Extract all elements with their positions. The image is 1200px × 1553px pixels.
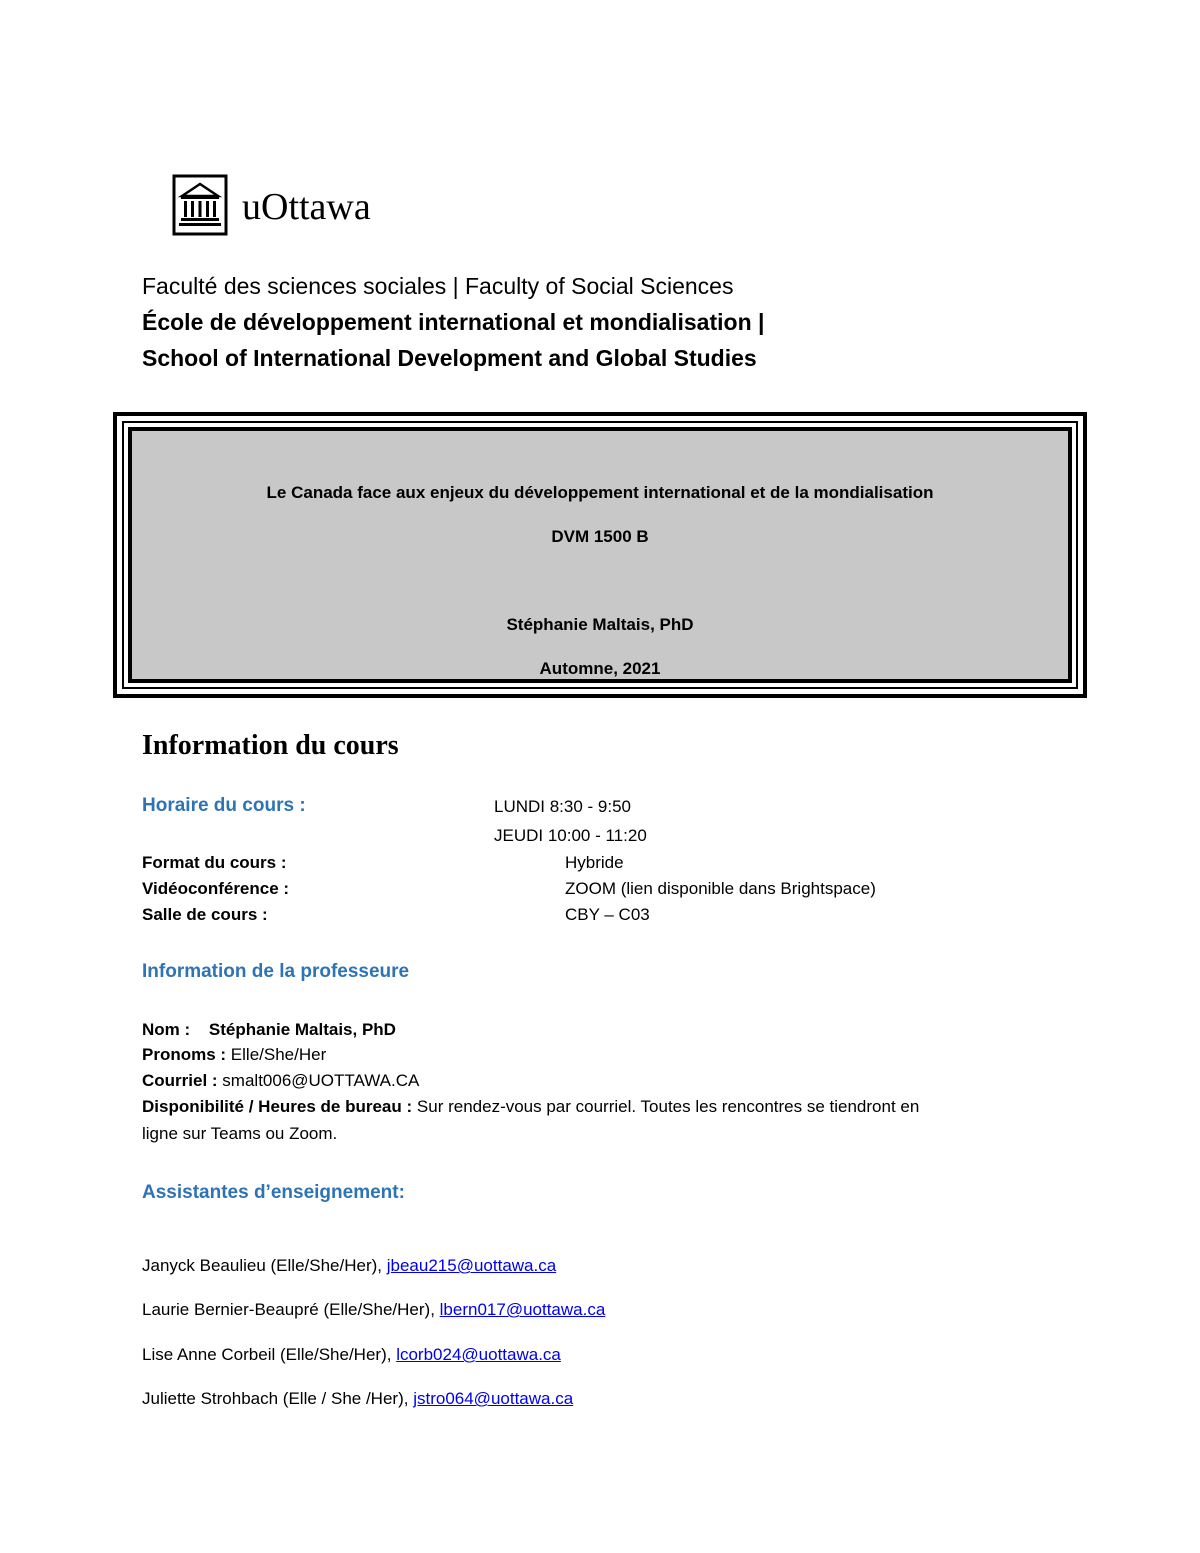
professor-name-row xyxy=(142,1018,396,1042)
classroom-label: Salle de cours : xyxy=(142,905,268,924)
availability-value-line-1: Sur rendez-vous par courriel. Toutes les rencontres se tiendront en xyxy=(416,1097,920,1116)
assistant-name: Juliette Strohbach (Elle / She /Her), xyxy=(142,1389,409,1408)
assistant-email-link[interactable]: jstro064@uottawa.ca xyxy=(413,1389,574,1408)
schedule-line-1: LUNDI 8:30 - 9:50 xyxy=(494,797,632,816)
assistants-heading: Assistantes d’enseignement: xyxy=(142,1182,405,1203)
assistant-row xyxy=(142,1298,605,1322)
instructor-name: Stéphanie Maltais, PhD xyxy=(506,615,694,634)
email-row xyxy=(142,1069,419,1093)
availability-label: Disponibilité / Heures de bureau : xyxy=(142,1097,413,1116)
school-name-fr: École de développement international et mondialisation | xyxy=(142,309,765,335)
schedule-line-2: JEUDI 10:00 - 11:20 xyxy=(494,826,647,845)
assistant-row xyxy=(142,1254,556,1278)
pronouns-label: Pronoms : xyxy=(142,1045,227,1064)
name-label: Nom : xyxy=(142,1020,191,1039)
course-code: DVM 1500 B xyxy=(551,527,649,546)
assistant-row xyxy=(142,1387,573,1411)
pronouns-row xyxy=(142,1043,326,1067)
course-term: Automne, 2021 xyxy=(539,659,661,678)
course-info-heading: Information du cours xyxy=(142,730,399,761)
uottawa-logo xyxy=(172,174,412,238)
assistant-name: Lise Anne Corbeil (Elle/She/Her), xyxy=(142,1345,392,1364)
schedule-label: Horaire du cours : xyxy=(142,795,306,816)
professor-info-heading: Information de la professeure xyxy=(142,961,410,982)
name-value: Stéphanie Maltais, PhD xyxy=(208,1020,396,1039)
course-title-box xyxy=(113,412,1087,698)
logo-wordmark: uOttawa xyxy=(242,186,371,228)
pronouns-value: Elle/She/Her xyxy=(230,1045,327,1064)
availability-value-line-2: ligne sur Teams ou Zoom. xyxy=(142,1124,338,1143)
availability-row xyxy=(142,1095,919,1119)
videoconference-value: ZOOM (lien disponible dans Brightspace) xyxy=(565,879,876,898)
email-label: Courriel : xyxy=(142,1071,218,1090)
course-title: Le Canada face aux enjeux du développement international et de la mondialisation xyxy=(266,483,934,502)
faculty-name: Faculté des sciences sociales | Faculty of Social Sciences xyxy=(142,273,734,299)
assistant-email-link[interactable]: lcorb024@uottawa.ca xyxy=(396,1345,561,1364)
assistant-email-link[interactable]: lbern017@uottawa.ca xyxy=(439,1300,606,1319)
assistant-name: Janyck Beaulieu (Elle/She/Her), xyxy=(142,1256,383,1275)
assistant-email-link[interactable]: jbeau215@uottawa.ca xyxy=(386,1256,557,1275)
format-value: Hybride xyxy=(565,853,624,872)
university-building-icon xyxy=(172,174,228,236)
assistant-name: Laurie Bernier-Beaupré (Elle/She/Her), xyxy=(142,1300,435,1319)
assistant-row xyxy=(142,1343,561,1367)
school-name-en: School of International Development and Global Studies xyxy=(142,345,757,371)
videoconference-label: Vidéoconférence : xyxy=(142,879,290,898)
classroom-value: CBY – C03 xyxy=(565,905,650,924)
format-label: Format du cours : xyxy=(142,853,287,872)
email-value: smalt006@UOTTAWA.CA xyxy=(222,1071,420,1090)
